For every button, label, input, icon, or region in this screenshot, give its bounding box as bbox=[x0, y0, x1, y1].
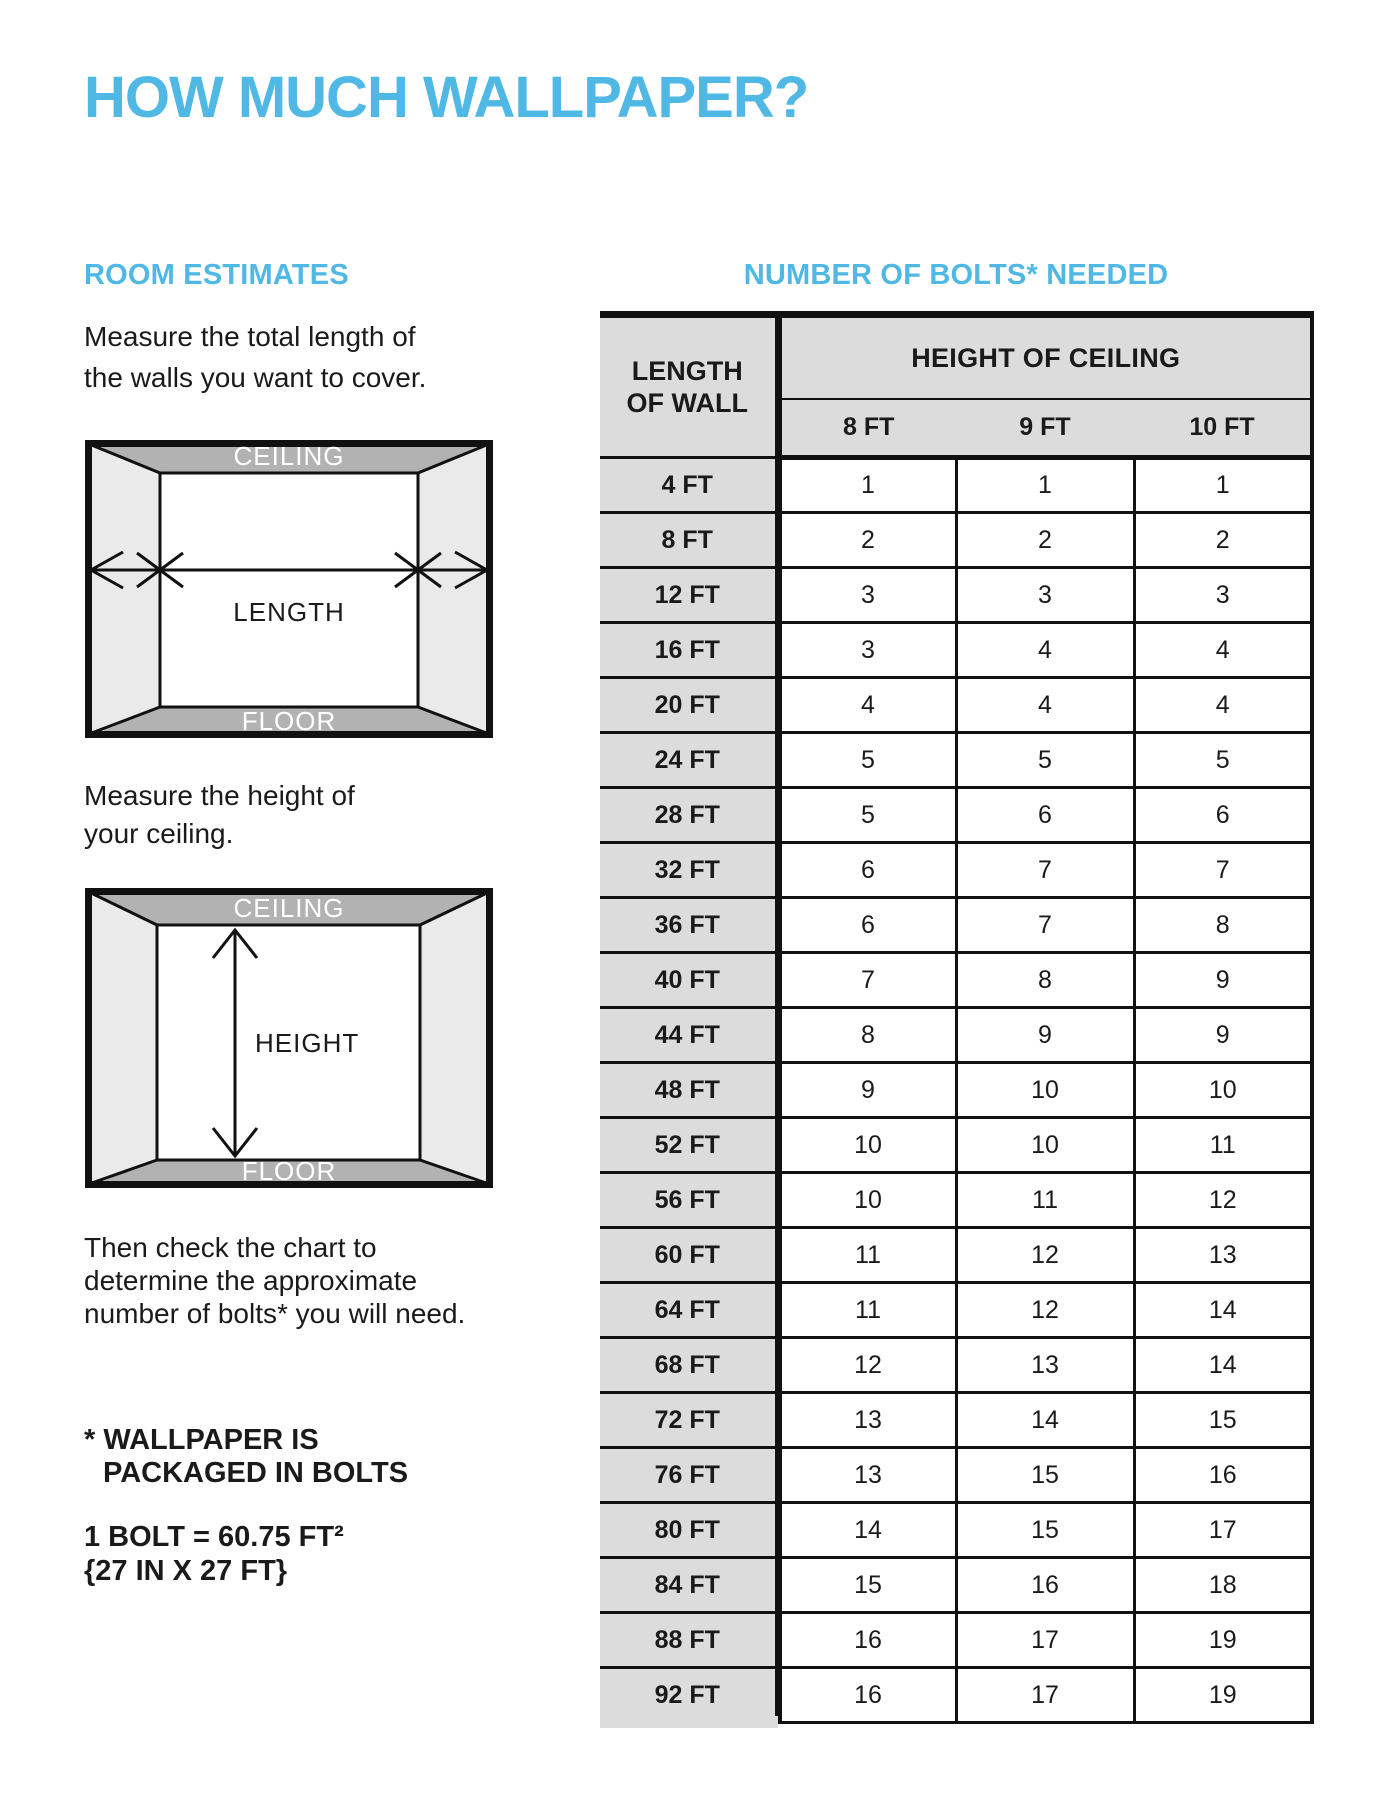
left-wall-face bbox=[85, 888, 157, 1188]
measure-height-paragraph bbox=[84, 777, 355, 853]
bolt-count-cell: 5 bbox=[778, 733, 956, 788]
table-row bbox=[600, 1118, 1312, 1173]
bolt-count-cell: 16 bbox=[778, 1668, 956, 1723]
bolt-count-cell: 14 bbox=[1134, 1283, 1312, 1338]
bolt-count-cell: 13 bbox=[1134, 1228, 1312, 1283]
row-label: 56 FT bbox=[600, 1173, 778, 1228]
bolt-count-cell: 3 bbox=[778, 568, 956, 623]
paragraph-line: determine the approximate bbox=[84, 1265, 418, 1296]
bolt-count-cell: 5 bbox=[1134, 733, 1312, 788]
table-row bbox=[600, 1558, 1312, 1613]
table-row bbox=[600, 898, 1312, 953]
height-label: HEIGHT bbox=[255, 1028, 360, 1058]
bolt-count-cell: 19 bbox=[1134, 1613, 1312, 1668]
header-line: OF WALL bbox=[626, 388, 748, 418]
bolt-count-cell: 14 bbox=[1134, 1338, 1312, 1393]
bolt-count-cell: 10 bbox=[1134, 1063, 1312, 1118]
row-label: 28 FT bbox=[600, 788, 778, 843]
row-label: 48 FT bbox=[600, 1063, 778, 1118]
table-row bbox=[600, 513, 1312, 568]
bolt-count-cell: 17 bbox=[956, 1613, 1134, 1668]
table-row bbox=[600, 1668, 1312, 1723]
table-row bbox=[600, 678, 1312, 733]
ceiling-label: CEILING bbox=[233, 893, 345, 923]
column-header-10ft: 10 FT bbox=[1134, 399, 1312, 458]
bolt-dimensions: {27 IN X 27 FT} bbox=[84, 1555, 288, 1587]
bolt-count-cell: 13 bbox=[778, 1448, 956, 1503]
table-row bbox=[600, 953, 1312, 1008]
bolt-count-cell: 7 bbox=[956, 898, 1134, 953]
row-label: 44 FT bbox=[600, 1008, 778, 1063]
height-of-ceiling-header: HEIGHT OF CEILING bbox=[778, 315, 1312, 400]
check-chart-paragraph bbox=[84, 1231, 465, 1330]
bolt-count-cell: 15 bbox=[1134, 1393, 1312, 1448]
table-row bbox=[600, 1448, 1312, 1503]
header-line: LENGTH bbox=[631, 356, 743, 386]
table-row bbox=[600, 1008, 1312, 1063]
bolt-count-cell: 12 bbox=[956, 1283, 1134, 1338]
bolt-count-cell: 11 bbox=[778, 1228, 956, 1283]
ceiling-height-diagram bbox=[85, 888, 493, 1188]
table-row bbox=[600, 1613, 1312, 1668]
row-label: 80 FT bbox=[600, 1503, 778, 1558]
bolt-size-info bbox=[84, 1520, 344, 1588]
paragraph-line: Then check the chart to bbox=[84, 1232, 377, 1263]
row-label: 84 FT bbox=[600, 1558, 778, 1613]
back-wall-face bbox=[160, 473, 418, 707]
bolt-count-cell: 9 bbox=[1134, 1008, 1312, 1063]
left-wall-face bbox=[85, 440, 160, 738]
bolt-count-cell: 17 bbox=[1134, 1503, 1312, 1558]
bolt-count-cell: 10 bbox=[778, 1173, 956, 1228]
bolt-count-cell: 3 bbox=[778, 623, 956, 678]
bolt-count-cell: 6 bbox=[1134, 788, 1312, 843]
row-label: 4 FT bbox=[600, 458, 778, 513]
bolt-count-cell: 19 bbox=[1134, 1668, 1312, 1723]
bolt-count-cell: 12 bbox=[1134, 1173, 1312, 1228]
floor-label: FLOOR bbox=[241, 706, 337, 736]
table-row bbox=[600, 843, 1312, 898]
table-row bbox=[600, 1063, 1312, 1118]
bolt-count-cell: 10 bbox=[956, 1063, 1134, 1118]
table-row bbox=[600, 788, 1312, 843]
column-header-8ft: 8 FT bbox=[778, 399, 956, 458]
bolt-equation: 1 BOLT = 60.75 FT² bbox=[84, 1521, 344, 1553]
bolt-count-cell: 14 bbox=[956, 1393, 1134, 1448]
bolt-count-cell: 4 bbox=[956, 678, 1134, 733]
bolt-count-cell: 12 bbox=[956, 1228, 1134, 1283]
bolts-needed-heading: NUMBER OF BOLTS* NEEDED bbox=[743, 259, 1169, 291]
bolt-count-cell: 13 bbox=[956, 1338, 1134, 1393]
bolt-count-cell: 5 bbox=[778, 788, 956, 843]
row-label: 16 FT bbox=[600, 623, 778, 678]
bolt-count-cell: 9 bbox=[956, 1008, 1134, 1063]
floor-label: FLOOR bbox=[241, 1156, 337, 1186]
bolt-count-cell: 7 bbox=[778, 953, 956, 1008]
bolt-count-cell: 9 bbox=[778, 1063, 956, 1118]
row-label: 68 FT bbox=[600, 1338, 778, 1393]
bolt-count-cell: 11 bbox=[956, 1173, 1134, 1228]
bolt-count-cell: 4 bbox=[956, 623, 1134, 678]
table-footer-tab bbox=[600, 1716, 778, 1728]
ceiling-label: CEILING bbox=[233, 441, 345, 471]
bolt-count-cell: 10 bbox=[956, 1118, 1134, 1173]
bolt-count-cell: 15 bbox=[956, 1503, 1134, 1558]
room-length-diagram bbox=[85, 440, 493, 738]
right-wall-face bbox=[418, 440, 493, 738]
row-label: 64 FT bbox=[600, 1283, 778, 1338]
row-label: 76 FT bbox=[600, 1448, 778, 1503]
bolt-count-cell: 5 bbox=[956, 733, 1134, 788]
bolt-count-cell: 6 bbox=[778, 898, 956, 953]
bolts-table-body bbox=[600, 458, 1312, 1723]
bolt-count-cell: 4 bbox=[1134, 678, 1312, 733]
page-title: HOW MUCH WALLPAPER? bbox=[84, 65, 809, 130]
row-label: 60 FT bbox=[600, 1228, 778, 1283]
column-header-9ft: 9 FT bbox=[956, 399, 1134, 458]
bolt-count-cell: 16 bbox=[778, 1613, 956, 1668]
bolt-count-cell: 8 bbox=[956, 953, 1134, 1008]
length-label: LENGTH bbox=[233, 597, 345, 627]
table-header-row bbox=[600, 315, 1312, 400]
row-label: 52 FT bbox=[600, 1118, 778, 1173]
row-label: 8 FT bbox=[600, 513, 778, 568]
bolt-count-cell: 16 bbox=[956, 1558, 1134, 1613]
bolt-count-cell: 12 bbox=[778, 1338, 956, 1393]
bolt-count-cell: 3 bbox=[956, 568, 1134, 623]
paragraph-line: the walls you want to cover. bbox=[84, 362, 427, 393]
table-row bbox=[600, 458, 1312, 513]
row-label: 12 FT bbox=[600, 568, 778, 623]
bolt-count-cell: 4 bbox=[778, 678, 956, 733]
table-row bbox=[600, 1173, 1312, 1228]
measure-length-paragraph bbox=[84, 316, 426, 398]
bolt-count-cell: 6 bbox=[956, 788, 1134, 843]
bolt-count-cell: 4 bbox=[1134, 623, 1312, 678]
bolt-count-cell: 7 bbox=[1134, 843, 1312, 898]
bolt-count-cell: 10 bbox=[778, 1118, 956, 1173]
bolt-count-cell: 1 bbox=[778, 458, 956, 513]
bolt-count-cell: 8 bbox=[778, 1008, 956, 1063]
table-row bbox=[600, 1393, 1312, 1448]
footnote-line: PACKAGED IN BOLTS bbox=[103, 1457, 409, 1489]
bolt-count-cell: 2 bbox=[778, 513, 956, 568]
bolt-count-cell: 3 bbox=[1134, 568, 1312, 623]
bolt-count-cell: 2 bbox=[956, 513, 1134, 568]
table-row bbox=[600, 1338, 1312, 1393]
bolt-count-cell: 18 bbox=[1134, 1558, 1312, 1613]
table-row bbox=[600, 1228, 1312, 1283]
length-of-wall-header bbox=[600, 315, 778, 458]
table-row bbox=[600, 733, 1312, 788]
bolt-count-cell: 1 bbox=[956, 458, 1134, 513]
bolt-count-cell: 8 bbox=[1134, 898, 1312, 953]
table-row bbox=[600, 623, 1312, 678]
bolts-table bbox=[600, 311, 1314, 1724]
room-estimates-heading: ROOM ESTIMATES bbox=[84, 259, 349, 291]
bolt-count-cell: 11 bbox=[778, 1283, 956, 1338]
paragraph-line: number of bolts* you will need. bbox=[84, 1298, 466, 1329]
table-row bbox=[600, 568, 1312, 623]
bolt-count-cell: 2 bbox=[1134, 513, 1312, 568]
footnote-line: * WALLPAPER IS bbox=[84, 1424, 319, 1456]
bolt-count-cell: 15 bbox=[956, 1448, 1134, 1503]
row-label: 40 FT bbox=[600, 953, 778, 1008]
bolt-count-cell: 13 bbox=[778, 1393, 956, 1448]
right-wall-face bbox=[420, 888, 493, 1188]
table-row bbox=[600, 1283, 1312, 1338]
paragraph-line: your ceiling. bbox=[84, 818, 234, 849]
bolt-count-cell: 6 bbox=[778, 843, 956, 898]
table-row bbox=[600, 1503, 1312, 1558]
bolt-count-cell: 1 bbox=[1134, 458, 1312, 513]
bolt-count-cell: 16 bbox=[1134, 1448, 1312, 1503]
row-label: 32 FT bbox=[600, 843, 778, 898]
row-label: 88 FT bbox=[600, 1613, 778, 1668]
bolt-count-cell: 9 bbox=[1134, 953, 1312, 1008]
paragraph-line: Measure the total length of bbox=[84, 321, 416, 352]
row-label: 92 FT bbox=[600, 1668, 778, 1723]
row-label: 20 FT bbox=[600, 678, 778, 733]
bolt-count-cell: 15 bbox=[778, 1558, 956, 1613]
bolt-count-cell: 7 bbox=[956, 843, 1134, 898]
bolt-count-cell: 17 bbox=[956, 1668, 1134, 1723]
bolt-count-cell: 11 bbox=[1134, 1118, 1312, 1173]
row-label: 24 FT bbox=[600, 733, 778, 788]
bolts-footnote bbox=[84, 1424, 408, 1490]
row-label: 36 FT bbox=[600, 898, 778, 953]
bolt-count-cell: 14 bbox=[778, 1503, 956, 1558]
paragraph-line: Measure the height of bbox=[84, 780, 355, 811]
row-label: 72 FT bbox=[600, 1393, 778, 1448]
